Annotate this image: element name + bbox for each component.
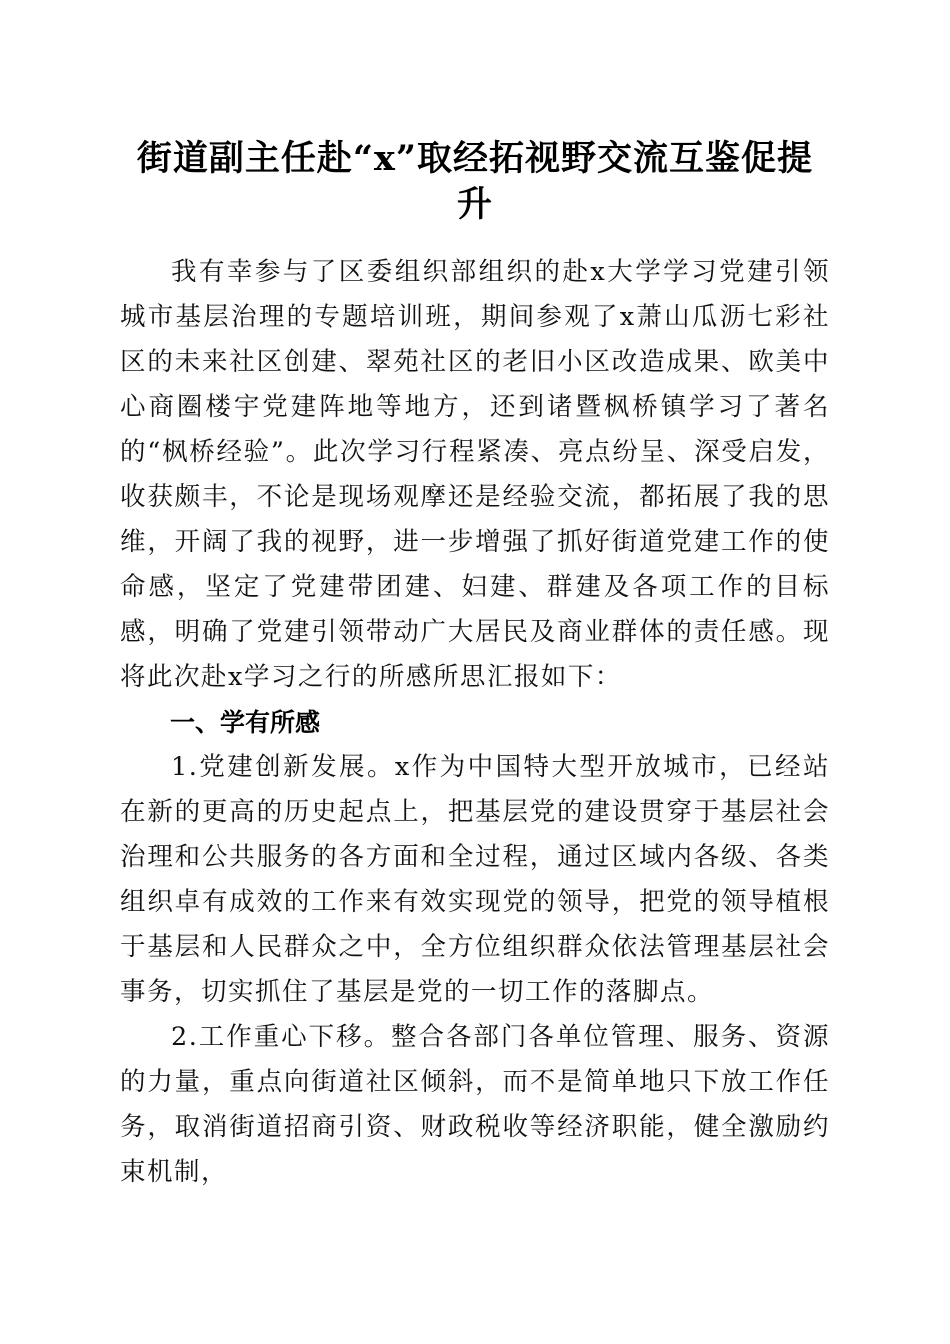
document-title: 街道副主任赴“x”取经拓视野交流互鉴促提升: [136, 138, 814, 225]
document-body: [120, 250, 830, 1195]
paragraph-party-innovation: 1.党建创新发展。x作为中国特大型开放城市，已经站在新的更高的历史起点上，把基层党的建设贯穿于基层社会治理和公共服务的各方面和全过程，通过区域内各级、各类组织卓有成效的工作来有效实现党的领导，把党的领导植根于基层和人民群众之中，全方位组织群众依法管理基层社会事务，切实抓住了基层是党的一切工作的落脚点。: [120, 752, 830, 1007]
section-heading: 一、学有所感: [170, 708, 321, 737]
paragraph-work-focus: 2.工作重心下移。整合各部门各单位管理、服务、资源的力量，重点向街道社区倾斜，而不是简单地只下放工作任务，取消街道招商引资、财政税收等经济职能，健全激励约束机制，: [120, 1022, 830, 1187]
intro-paragraph: 我有幸参与了区委组织部组织的赴x大学学习党建引领城市基层治理的专题培训班，期间参观了x萧山瓜沥七彩社区的未来社区创建、翠苑社区的老旧小区改造成果、欧美中心商圈楼宇党建阵地等地方，还到诸暨枫桥镇学习了著名的“枫桥经验”。此次学习行程紧凑、亮点纷呈、深受启发，收获颇丰，不论是现场观摩还是经验交流，都拓展了我的思维，开阔了我的视野，进一步增强了抓好街道党建工作的使命感，坚定了党建带团建、妇建、群建及各项工作的目标感，明确了党建引领带动广大居民及商业群体的责任感。现将此次赴x学习之行的所感所思汇报如下：: [120, 257, 830, 692]
